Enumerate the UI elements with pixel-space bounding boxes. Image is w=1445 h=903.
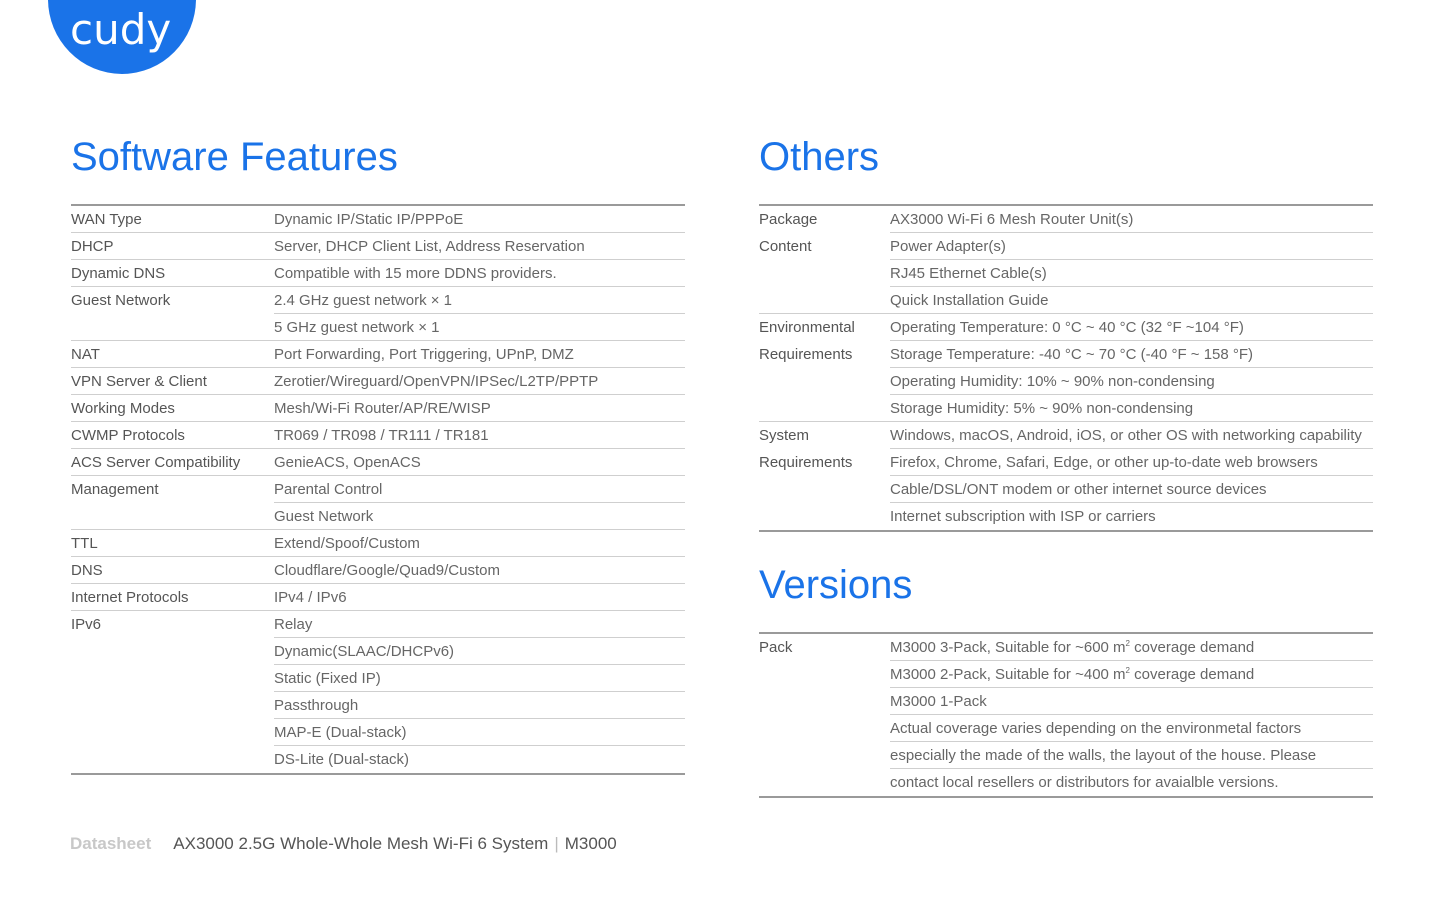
row-value — [890, 661, 1373, 688]
row-value: Internet subscription with ISP or carriers — [890, 508, 1156, 525]
row-label: Dynamic DNS — [71, 265, 166, 282]
row-label: CWMP Protocols — [71, 427, 185, 444]
footer-product: AX3000 2.5G Whole-Whole Mesh Wi-Fi 6 System — [173, 834, 549, 853]
row-value: Operating Humidity: 10% ~ 90% non-condensing — [890, 368, 1373, 395]
others-title: Others — [759, 135, 880, 179]
table-row — [71, 746, 685, 773]
value-text: coverage demand — [1130, 666, 1255, 683]
row-value: MAP-E (Dual-stack) — [274, 719, 685, 746]
row-label: TTL — [71, 535, 98, 552]
logo-text: cudy — [70, 5, 172, 54]
table-row — [71, 638, 685, 665]
row-value: Compatible with 15 more DDNS providers. — [274, 265, 557, 282]
row-label: ACS Server Compatibility — [71, 454, 241, 471]
row-value — [890, 688, 1373, 715]
table-row — [759, 422, 1373, 449]
table-row — [759, 715, 1373, 742]
table-row — [759, 206, 1373, 233]
table-row — [759, 341, 1373, 368]
table-row — [759, 233, 1373, 260]
row-label: VPN Server & Client — [71, 373, 207, 390]
value-text: coverage demand — [1130, 639, 1255, 656]
row-value: Operating Temperature: 0 °C ~ 40 °C (32 °F ~104 °F) — [890, 314, 1373, 341]
row-label: Content — [759, 238, 812, 255]
row-value: Storage Temperature: -40 °C ~ 70 °C (-40 °F ~ 158 °F) — [890, 341, 1373, 368]
table-row — [759, 503, 1373, 530]
superscript: 2 — [1125, 639, 1130, 648]
table-row — [759, 688, 1373, 715]
row-value: Power Adapter(s) — [890, 233, 1373, 260]
row-value — [890, 634, 1373, 661]
row-value: IPv4 / IPv6 — [274, 589, 347, 606]
table-row — [759, 769, 1373, 796]
row-label: Guest Network — [71, 292, 171, 309]
row-label: Requirements — [759, 454, 853, 471]
superscript: 2 — [1125, 666, 1130, 675]
versions-table — [759, 632, 1373, 798]
row-value: Windows, macOS, Android, iOS, or other OS with networking capability — [890, 422, 1373, 449]
table-row — [71, 395, 685, 422]
table-row — [71, 233, 685, 260]
table-row — [71, 530, 685, 557]
value-text: M3000 1-Pack — [890, 693, 987, 710]
row-value: Passthrough — [274, 692, 685, 719]
row-value: Cloudflare/Google/Quad9/Custom — [274, 562, 500, 579]
value-text: especially the made of the walls, the layout of the house. Please — [890, 747, 1317, 764]
row-label: DNS — [71, 562, 103, 579]
row-label: Pack — [759, 639, 793, 656]
table-row — [71, 719, 685, 746]
software-features-title: Software Features — [71, 135, 398, 179]
table-row — [759, 314, 1373, 341]
row-value — [890, 769, 1373, 796]
value-text: M3000 2-Pack, Suitable for ~400 m — [890, 666, 1126, 683]
row-label: NAT — [71, 346, 100, 363]
row-label: Working Modes — [71, 400, 175, 417]
table-row — [71, 206, 685, 233]
value-text: M3000 3-Pack, Suitable for ~600 m — [890, 639, 1126, 656]
row-label: Management — [71, 481, 159, 498]
row-value: Guest Network — [274, 508, 374, 525]
software-features-table — [71, 204, 685, 775]
table-row — [759, 476, 1373, 503]
row-value: Storage Humidity: 5% ~ 90% non-condensing — [890, 400, 1194, 417]
row-value: GenieACS, OpenACS — [274, 454, 421, 471]
row-value: DS-Lite (Dual-stack) — [274, 751, 410, 768]
row-value: 2.4 GHz guest network × 1 — [274, 287, 685, 314]
table-row — [759, 449, 1373, 476]
table-row — [71, 665, 685, 692]
value-text: Actual coverage varies depending on the environmetal factors — [890, 720, 1302, 737]
row-value: Quick Installation Guide — [890, 292, 1049, 309]
row-label: Requirements — [759, 346, 853, 363]
row-value: Firefox, Chrome, Safari, Edge, or other up-to-date web browsers — [890, 449, 1373, 476]
table-row — [759, 395, 1373, 422]
table-row — [71, 611, 685, 638]
row-label: WAN Type — [71, 211, 142, 228]
row-value: Cable/DSL/ONT modem or other internet source devices — [890, 476, 1373, 503]
footer-doc-type: Datasheet — [70, 834, 152, 853]
table-row — [71, 368, 685, 395]
value-text: contact local resellers or distributors for avaialble versions. — [890, 774, 1279, 791]
row-value: 5 GHz guest network × 1 — [274, 319, 440, 336]
row-label: System — [759, 427, 810, 444]
table-row — [759, 260, 1373, 287]
table-row — [71, 557, 685, 584]
row-value: RJ45 Ethernet Cable(s) — [890, 260, 1373, 287]
row-value: Relay — [274, 611, 685, 638]
table-row — [71, 476, 685, 503]
row-label: Internet Protocols — [71, 589, 189, 606]
table-row — [71, 260, 685, 287]
table-row — [759, 368, 1373, 395]
table-row — [71, 449, 685, 476]
row-label: DHCP — [71, 238, 114, 255]
table-row — [759, 661, 1373, 688]
versions-title: Versions — [759, 563, 913, 607]
row-value: Mesh/Wi-Fi Router/AP/RE/WISP — [274, 400, 491, 417]
row-label: Package — [759, 211, 818, 228]
table-row — [759, 287, 1373, 314]
row-value: Zerotier/Wireguard/OpenVPN/IPSec/L2TP/PPTP — [274, 373, 599, 390]
table-row — [71, 341, 685, 368]
row-value: Server, DHCP Client List, Address Reservation — [274, 238, 585, 255]
table-row — [71, 503, 685, 530]
table-row — [71, 287, 685, 314]
others-table — [759, 204, 1373, 532]
table-row — [71, 422, 685, 449]
row-value: Extend/Spoof/Custom — [274, 535, 420, 552]
row-value: Dynamic IP/Static IP/PPPoE — [274, 211, 464, 228]
table-row — [71, 584, 685, 611]
row-value: Port Forwarding, Port Triggering, UPnP, DMZ — [274, 346, 574, 363]
table-row — [759, 742, 1373, 769]
footer-separator: | — [554, 834, 559, 853]
row-value — [890, 742, 1373, 769]
table-row — [71, 692, 685, 719]
row-value: Dynamic(SLAAC/DHCPv6) — [274, 638, 685, 665]
row-label: IPv6 — [71, 616, 102, 633]
row-value: Static (Fixed IP) — [274, 665, 685, 692]
row-label: Environmental — [759, 319, 855, 336]
table-row — [759, 634, 1373, 661]
footer — [70, 834, 617, 854]
row-value — [890, 715, 1373, 742]
row-value: AX3000 Wi-Fi 6 Mesh Router Unit(s) — [890, 206, 1373, 233]
row-value: TR069 / TR098 / TR111 / TR181 — [274, 427, 489, 444]
table-row — [71, 314, 685, 341]
footer-model: M3000 — [564, 834, 617, 853]
row-value: Parental Control — [274, 476, 685, 503]
